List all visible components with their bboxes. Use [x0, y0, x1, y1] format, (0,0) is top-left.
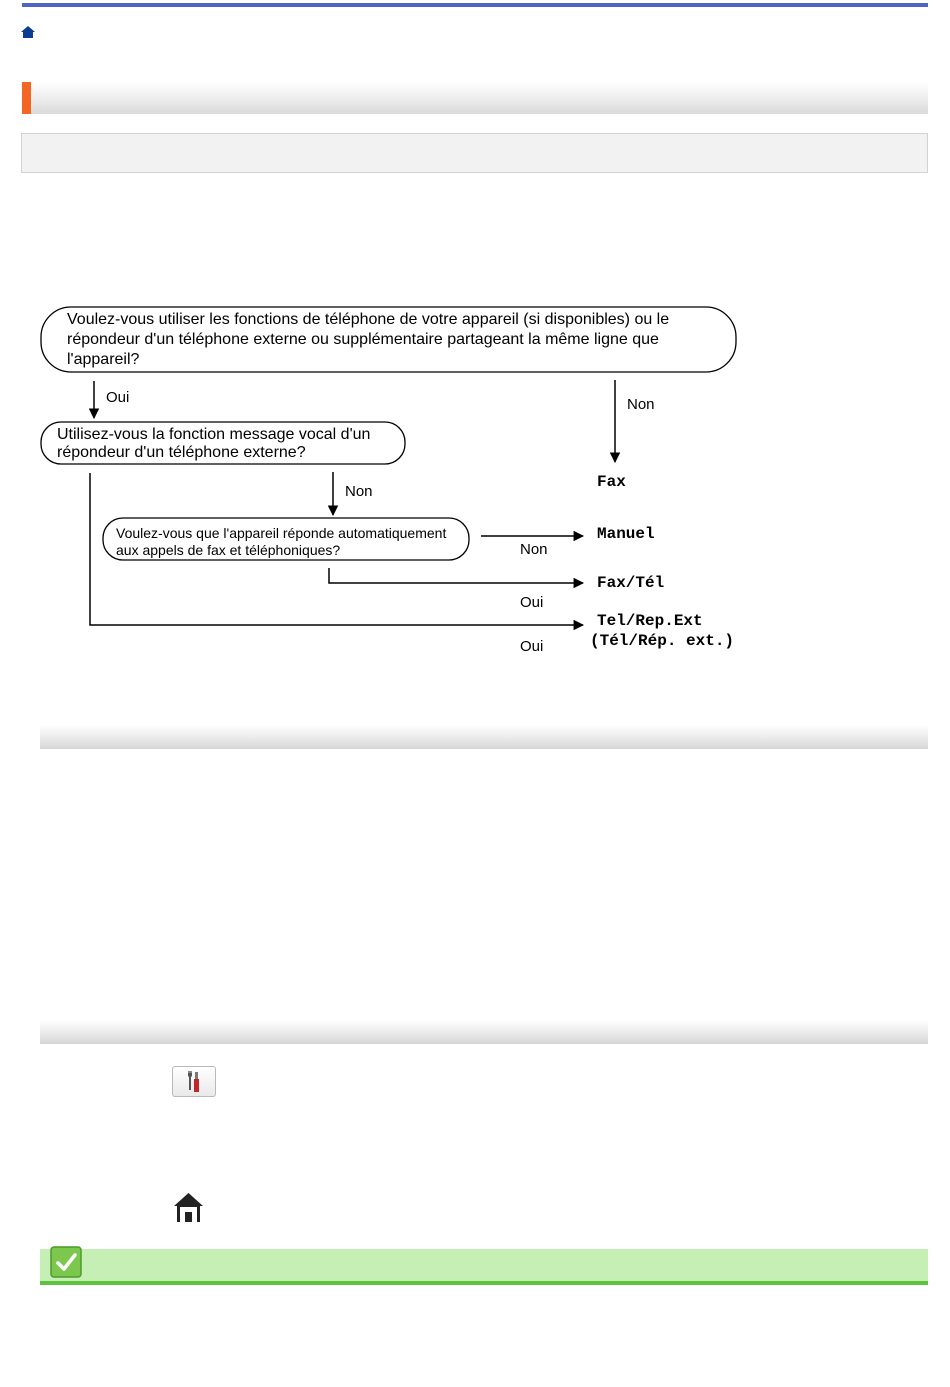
q1-no-label: Non: [627, 396, 655, 413]
q3-yes-arrow: [329, 568, 583, 583]
section-bar-2: [40, 1020, 928, 1044]
q3-yes-label: Oui: [520, 594, 544, 611]
q3-no-label: Non: [520, 541, 548, 558]
title-accent: [22, 82, 31, 114]
q1-yes-label: Oui: [106, 389, 130, 406]
question2-text: Utilisez-vous la fonction message vocal d'un répondeur d'un téléphone externe?: [57, 426, 371, 461]
page-title-bar: [22, 82, 928, 114]
mode-fax: Fax: [597, 473, 626, 491]
receive-mode-flowchart: [0, 280, 950, 680]
info-box: [21, 133, 928, 173]
mode-fax-tel: Fax/Tél: [597, 574, 665, 592]
settings-tools-icon: [172, 1066, 216, 1097]
note-bar: [40, 1249, 928, 1285]
top-rule: [22, 3, 928, 7]
section-bar-1: [40, 725, 928, 749]
checkmark-icon: [50, 1246, 82, 1278]
mode-manual: Manuel: [597, 525, 655, 543]
question1-text: Voulez-vous utiliser les fonctions de téléphone de votre appareil (si disponibles) ou le répondeur d'un téléphone externe ou supplémentaire partageant la même ligne que l'appareil?: [67, 311, 670, 368]
q2-yes-label: Oui: [520, 638, 544, 655]
home-button-icon: [172, 1191, 205, 1224]
mode-tel-rep-ext-fr: (Tél/Rép. ext.): [590, 632, 735, 650]
question3-text: Voulez-vous que l'appareil réponde automatiquement aux appels de fax et téléphoniques?: [116, 525, 447, 558]
q2-no-label: Non: [345, 483, 373, 500]
home-icon[interactable]: [20, 24, 36, 40]
mode-tel-rep-ext: Tel/Rep.Ext: [597, 612, 703, 630]
